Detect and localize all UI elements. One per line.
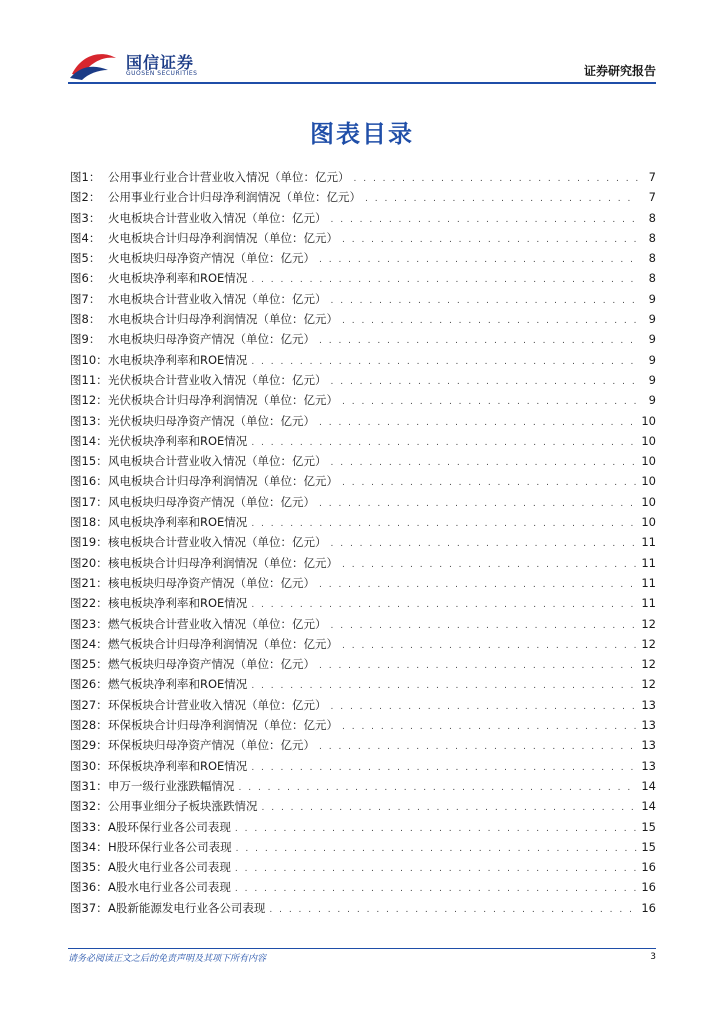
figure-number: 图24： (70, 636, 108, 651)
figure-number: 图34： (70, 839, 108, 854)
figure-number: 图11： (70, 372, 108, 387)
figure-number: 图29： (70, 738, 108, 753)
toc-entry[interactable] (70, 674, 656, 694)
figure-number: 图19： (70, 535, 108, 550)
toc-entry[interactable] (70, 471, 656, 491)
figure-page-number: 7 (648, 190, 656, 205)
dot-leader (251, 676, 637, 696)
toc-entry[interactable] (70, 329, 656, 349)
figure-title: 水电板块净利率和ROE情况 (108, 352, 248, 367)
figure-title: H股环保行业各公司表现 (108, 839, 232, 854)
dot-leader (319, 737, 637, 757)
toc-entry[interactable] (70, 614, 656, 634)
figure-title: 燃气板块合计归母净利润情况（单位：亿元） (108, 636, 338, 651)
dot-leader (342, 311, 638, 331)
dot-leader (239, 778, 638, 798)
toc-entry[interactable] (70, 431, 656, 451)
toc-entry[interactable] (70, 553, 656, 573)
figure-page-number: 9 (648, 372, 656, 387)
toc-entry[interactable] (70, 573, 656, 593)
toc-entry[interactable] (70, 634, 656, 654)
dot-leader (251, 352, 638, 372)
dot-leader (319, 575, 637, 595)
guosen-logo-icon (68, 50, 120, 80)
dot-leader (331, 372, 639, 392)
dot-leader (269, 900, 637, 920)
figure-page-number: 13 (641, 697, 656, 712)
dot-leader (342, 717, 637, 737)
figure-number: 图23： (70, 616, 108, 631)
figure-page-number: 9 (648, 352, 656, 367)
figure-title: 公用事业行业合计营业收入情况（单位：亿元） (108, 170, 350, 184)
figure-page-number: 13 (641, 758, 656, 773)
dot-leader (342, 555, 637, 575)
figure-title: 燃气板块合计营业收入情况（单位：亿元） (108, 616, 327, 631)
figure-title: 风电板块合计营业收入情况（单位：亿元） (108, 454, 327, 469)
figure-number: 图14： (70, 433, 108, 448)
report-type-label: 证券研究报告 (583, 64, 656, 78)
dot-leader (319, 656, 637, 676)
figure-title: 环保板块净利率和ROE情况 (108, 758, 248, 773)
figure-number: 图2： (70, 190, 101, 205)
figure-page-number: 15 (641, 819, 656, 834)
guosen-logo (68, 48, 208, 84)
figure-number: 图25： (70, 657, 108, 672)
figure-number: 图32： (70, 799, 108, 814)
figure-number: 图9： (70, 332, 101, 347)
toc-entry[interactable] (70, 654, 656, 674)
dot-leader (251, 433, 637, 453)
figure-page-number: 13 (641, 718, 656, 733)
toc-entry[interactable] (70, 390, 656, 410)
figure-page-number: 10 (641, 433, 656, 448)
figure-title: 光伏板块合计归母净利润情况（单位：亿元） (108, 393, 338, 408)
figure-page-number: 10 (641, 413, 656, 428)
toc-entry[interactable] (70, 898, 656, 918)
figure-title: 光伏板块归母净资产情况（单位：亿元） (108, 413, 315, 428)
dot-leader (251, 270, 638, 290)
dot-leader (236, 839, 638, 859)
toc-entry[interactable] (70, 187, 656, 207)
figure-number: 图15： (70, 454, 108, 469)
figure-title: A股水电行业各公司表现 (108, 880, 231, 895)
figure-number: 图26： (70, 677, 108, 692)
figure-number: 图5： (70, 251, 101, 266)
dot-leader (331, 453, 638, 473)
logo-chinese-text: 国信证券 (126, 53, 195, 72)
toc-entry[interactable] (70, 532, 656, 552)
figure-title: 环保板块合计归母净利润情况（单位：亿元） (108, 718, 338, 733)
figure-page-number: 15 (641, 839, 656, 854)
figure-page-number: 8 (648, 251, 656, 266)
figure-number: 图1： (70, 170, 101, 184)
dot-leader (365, 189, 638, 209)
dot-leader (342, 636, 637, 656)
dot-leader (251, 758, 637, 778)
figure-page-number: 12 (641, 616, 656, 631)
dot-leader (319, 250, 638, 270)
figure-number: 图17： (70, 494, 108, 509)
dot-leader (331, 616, 638, 636)
figure-list (70, 167, 656, 918)
figure-page-number: 12 (641, 677, 656, 692)
toc-entry[interactable] (70, 695, 656, 715)
toc-entry[interactable] (70, 492, 656, 512)
toc-entry[interactable] (70, 756, 656, 776)
disclaimer-text: 请务必阅读正文之后的免责声明及其项下所有内容 (68, 954, 267, 964)
figure-page-number: 12 (641, 657, 656, 672)
figure-title: A股火电行业各公司表现 (108, 860, 231, 875)
toc-entry[interactable] (70, 289, 656, 309)
figure-number: 图21： (70, 575, 108, 590)
figure-page-number: 9 (648, 291, 656, 306)
dot-leader (262, 798, 638, 818)
figure-title: 核电板块归母净资产情况（单位：亿元） (108, 575, 315, 590)
figure-number: 图10： (70, 352, 108, 367)
figure-title: 公用事业细分子板块涨跌情况 (108, 799, 258, 814)
dot-leader (342, 473, 637, 493)
figure-number: 图20： (70, 555, 108, 570)
footer-divider (68, 948, 656, 949)
figure-page-number: 11 (641, 596, 656, 611)
figure-page-number: 10 (641, 474, 656, 489)
figure-page-number: 14 (641, 799, 656, 814)
toc-entry[interactable] (70, 593, 656, 613)
toc-entry[interactable] (70, 857, 656, 877)
toc-entry[interactable] (70, 817, 656, 837)
figure-title: 光伏板块合计营业收入情况（单位：亿元） (108, 372, 327, 387)
figure-title: 环保板块合计营业收入情况（单位：亿元） (108, 697, 327, 712)
figure-page-number: 9 (648, 312, 656, 327)
dot-leader (251, 514, 637, 534)
toc-entry[interactable] (70, 268, 656, 288)
figure-number: 图35： (70, 860, 108, 875)
figure-title: 核电板块净利率和ROE情况 (108, 596, 248, 611)
toc-entry[interactable] (70, 228, 656, 248)
dot-leader (235, 859, 637, 879)
toc-entry[interactable] (70, 309, 656, 329)
figure-number: 图3： (70, 210, 101, 225)
figure-title: 水电板块合计营业收入情况（单位：亿元） (108, 291, 327, 306)
figure-title: 火电板块净利率和ROE情况 (108, 271, 248, 286)
figure-title: 核电板块合计营业收入情况（单位：亿元） (108, 535, 327, 550)
logo-english-text: GUOSEN SECURITIES (126, 70, 198, 77)
figure-title: 风电板块合计归母净利润情况（单位：亿元） (108, 474, 338, 489)
dot-leader (331, 697, 638, 717)
figure-page-number: 11 (641, 535, 656, 550)
dot-leader (319, 494, 637, 514)
toc-entry[interactable] (70, 512, 656, 532)
toc-entry[interactable] (70, 451, 656, 471)
toc-entry[interactable] (70, 735, 656, 755)
figure-number: 图13： (70, 413, 108, 428)
figure-page-number: 8 (648, 210, 656, 225)
toc-entry[interactable] (70, 248, 656, 268)
figure-title: 燃气板块归母净资产情况（单位：亿元） (108, 657, 315, 672)
toc-entry[interactable] (70, 877, 656, 897)
figure-title: 申万一级行业涨跌幅情况 (108, 778, 235, 793)
toc-entry[interactable] (70, 715, 656, 735)
figure-number: 图6： (70, 271, 101, 286)
figure-page-number: 11 (641, 555, 656, 570)
figure-number: 图30： (70, 758, 108, 773)
dot-leader (235, 879, 637, 899)
figure-title: 风电板块归母净资产情况（单位：亿元） (108, 494, 315, 509)
figure-page-number: 16 (641, 880, 656, 895)
dot-leader (319, 413, 637, 433)
figure-number: 图8： (70, 312, 101, 327)
figure-number: 图37： (70, 900, 108, 915)
figure-page-number: 9 (648, 393, 656, 408)
dot-leader (342, 230, 638, 250)
dot-leader (251, 595, 637, 615)
figure-number: 图36： (70, 880, 108, 895)
figure-number: 图12： (70, 393, 108, 408)
figure-title: 火电板块归母净资产情况（单位：亿元） (108, 251, 315, 266)
figure-number: 图18： (70, 515, 108, 530)
toc-entry[interactable] (70, 167, 656, 187)
figure-page-number: 11 (641, 575, 656, 590)
figure-number: 图7： (70, 291, 101, 306)
toc-entry[interactable] (70, 776, 656, 796)
dot-leader (331, 291, 639, 311)
toc-entry[interactable] (70, 370, 656, 390)
figure-page-number: 13 (641, 738, 656, 753)
toc-entry[interactable] (70, 837, 656, 857)
figure-number: 图28： (70, 718, 108, 733)
dot-leader (354, 169, 639, 189)
figure-page-number: 7 (648, 170, 656, 184)
figure-page-number: 12 (641, 636, 656, 651)
figure-page-number: 10 (641, 454, 656, 469)
figure-page-number: 10 (641, 515, 656, 530)
page-title: 图表目录 (310, 120, 414, 148)
dot-leader (331, 210, 639, 230)
figure-title: A股环保行业各公司表现 (108, 819, 231, 834)
dot-leader (342, 392, 638, 412)
figure-title: 环保板块归母净资产情况（单位：亿元） (108, 738, 315, 753)
page-header (68, 48, 656, 84)
toc-entry[interactable] (70, 208, 656, 228)
dot-leader (331, 534, 638, 554)
header-divider (68, 82, 656, 84)
figure-page-number: 8 (648, 230, 656, 245)
figure-page-number: 16 (641, 860, 656, 875)
figure-page-number: 8 (648, 271, 656, 286)
figure-title: 水电板块合计归母净利润情况（单位：亿元） (108, 312, 338, 327)
figure-title: 光伏板块净利率和ROE情况 (108, 433, 248, 448)
figure-number: 图31： (70, 778, 108, 793)
toc-entry[interactable] (70, 350, 656, 370)
toc-entry[interactable] (70, 411, 656, 431)
figure-title: 水电板块归母净资产情况（单位：亿元） (108, 332, 315, 347)
page-number: 3 (650, 952, 656, 962)
toc-entry[interactable] (70, 796, 656, 816)
figure-page-number: 16 (641, 900, 656, 915)
figure-title: 公用事业行业合计归母净利润情况（单位：亿元） (108, 190, 361, 205)
figure-title: A股新能源发电行业各公司表现 (108, 900, 266, 915)
figure-number: 图22： (70, 596, 108, 611)
figure-number: 图4： (70, 230, 101, 245)
figure-title: 风电板块净利率和ROE情况 (108, 515, 248, 530)
figure-number: 图27： (70, 697, 108, 712)
figure-page-number: 10 (641, 494, 656, 509)
figure-number: 图33： (70, 819, 108, 834)
figure-title: 火电板块合计归母净利润情况（单位：亿元） (108, 230, 338, 245)
figure-page-number: 9 (648, 332, 656, 347)
figure-title: 核电板块合计归母净利润情况（单位：亿元） (108, 555, 338, 570)
figure-page-number: 14 (641, 778, 656, 793)
figure-title: 火电板块合计营业收入情况（单位：亿元） (108, 210, 327, 225)
figure-number: 图16： (70, 474, 108, 489)
figure-title: 燃气板块净利率和ROE情况 (108, 677, 248, 692)
dot-leader (319, 331, 638, 351)
dot-leader (235, 819, 637, 839)
